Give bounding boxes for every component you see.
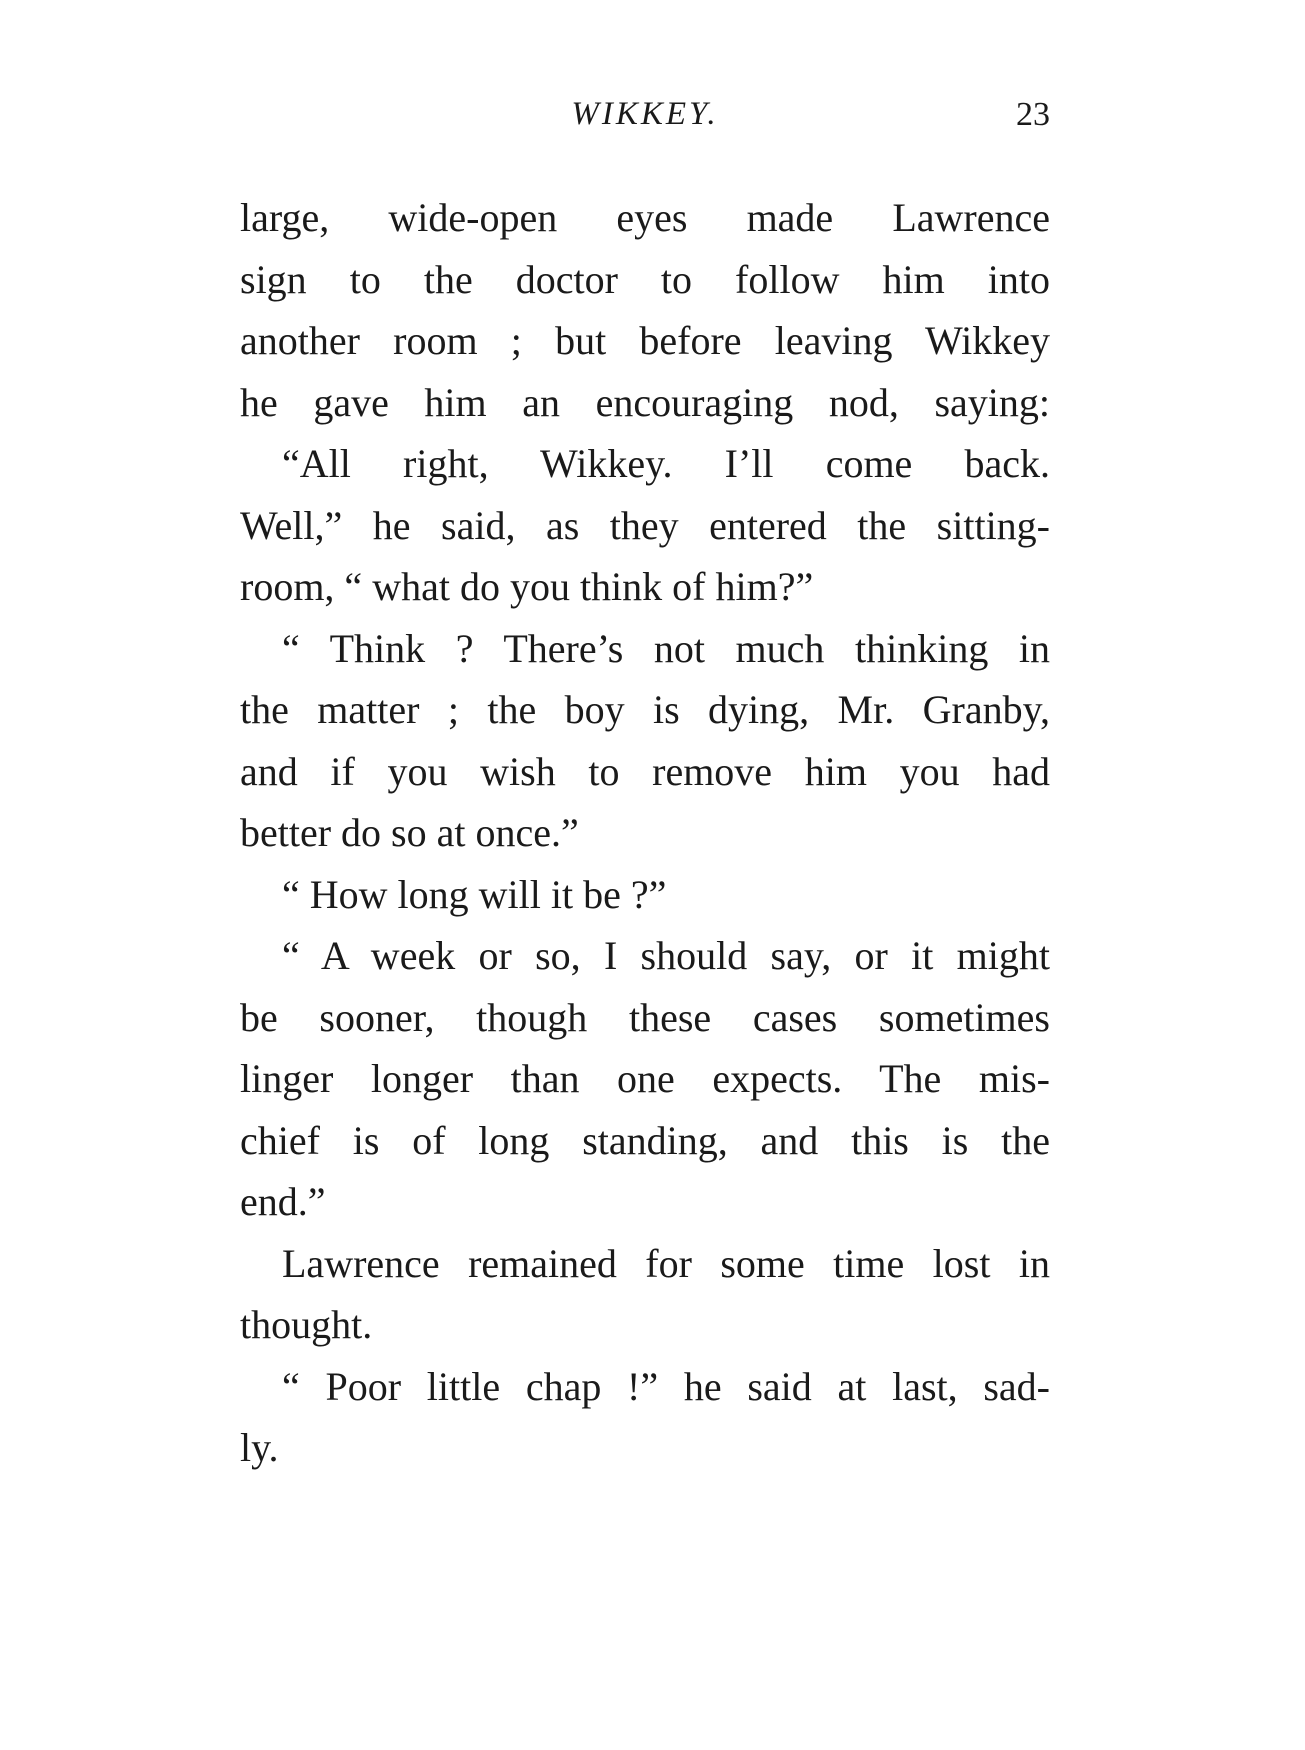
text-line: “ A week or so, I should say, or it might xyxy=(282,933,1050,978)
text-line: linger longer than one expects. The mis- xyxy=(240,1056,1050,1101)
running-title: WIKKEY. xyxy=(571,96,719,132)
text-line: room, “ what do you think of him?” xyxy=(240,564,814,609)
text-line: Well,” he said, as they entered the sitting- xyxy=(240,502,1050,548)
text-line: better do so at once.” xyxy=(240,810,579,855)
text-line: another room ; but before leaving Wikkey xyxy=(240,318,1050,363)
text-line: large, wide-open eyes made Lawrence xyxy=(240,195,1050,240)
text-line: he gave him an encouraging nod, saying: xyxy=(240,379,1050,425)
text-line: “ How long will it be ?” xyxy=(282,871,667,917)
text-line: chief is of long standing, and this is the xyxy=(240,1117,1050,1163)
text-line: be sooner, though these cases sometimes xyxy=(240,994,1050,1040)
text-line: “ Poor little chap !” he said at last, sad- xyxy=(282,1363,1050,1409)
page-number: 23 xyxy=(1016,96,1050,133)
page-text xyxy=(240,190,1050,1482)
text-line: ly. xyxy=(240,1425,279,1470)
text-line: end.” xyxy=(240,1179,326,1224)
text-line: the matter ; the boy is dying, Mr. Granby, xyxy=(240,687,1050,732)
running-head xyxy=(240,96,1050,140)
text-line: and if you wish to remove him you had xyxy=(240,748,1050,794)
text-line: thought. xyxy=(240,1302,373,1347)
text-line: sign to the doctor to follow him into xyxy=(240,256,1050,302)
text-line: Lawrence remained for some time lost in xyxy=(282,1240,1050,1286)
text-line: “All right, Wikkey. I’ll come back. xyxy=(282,441,1050,486)
text-line: “ Think ? There’s not much thinking in xyxy=(282,625,1050,671)
